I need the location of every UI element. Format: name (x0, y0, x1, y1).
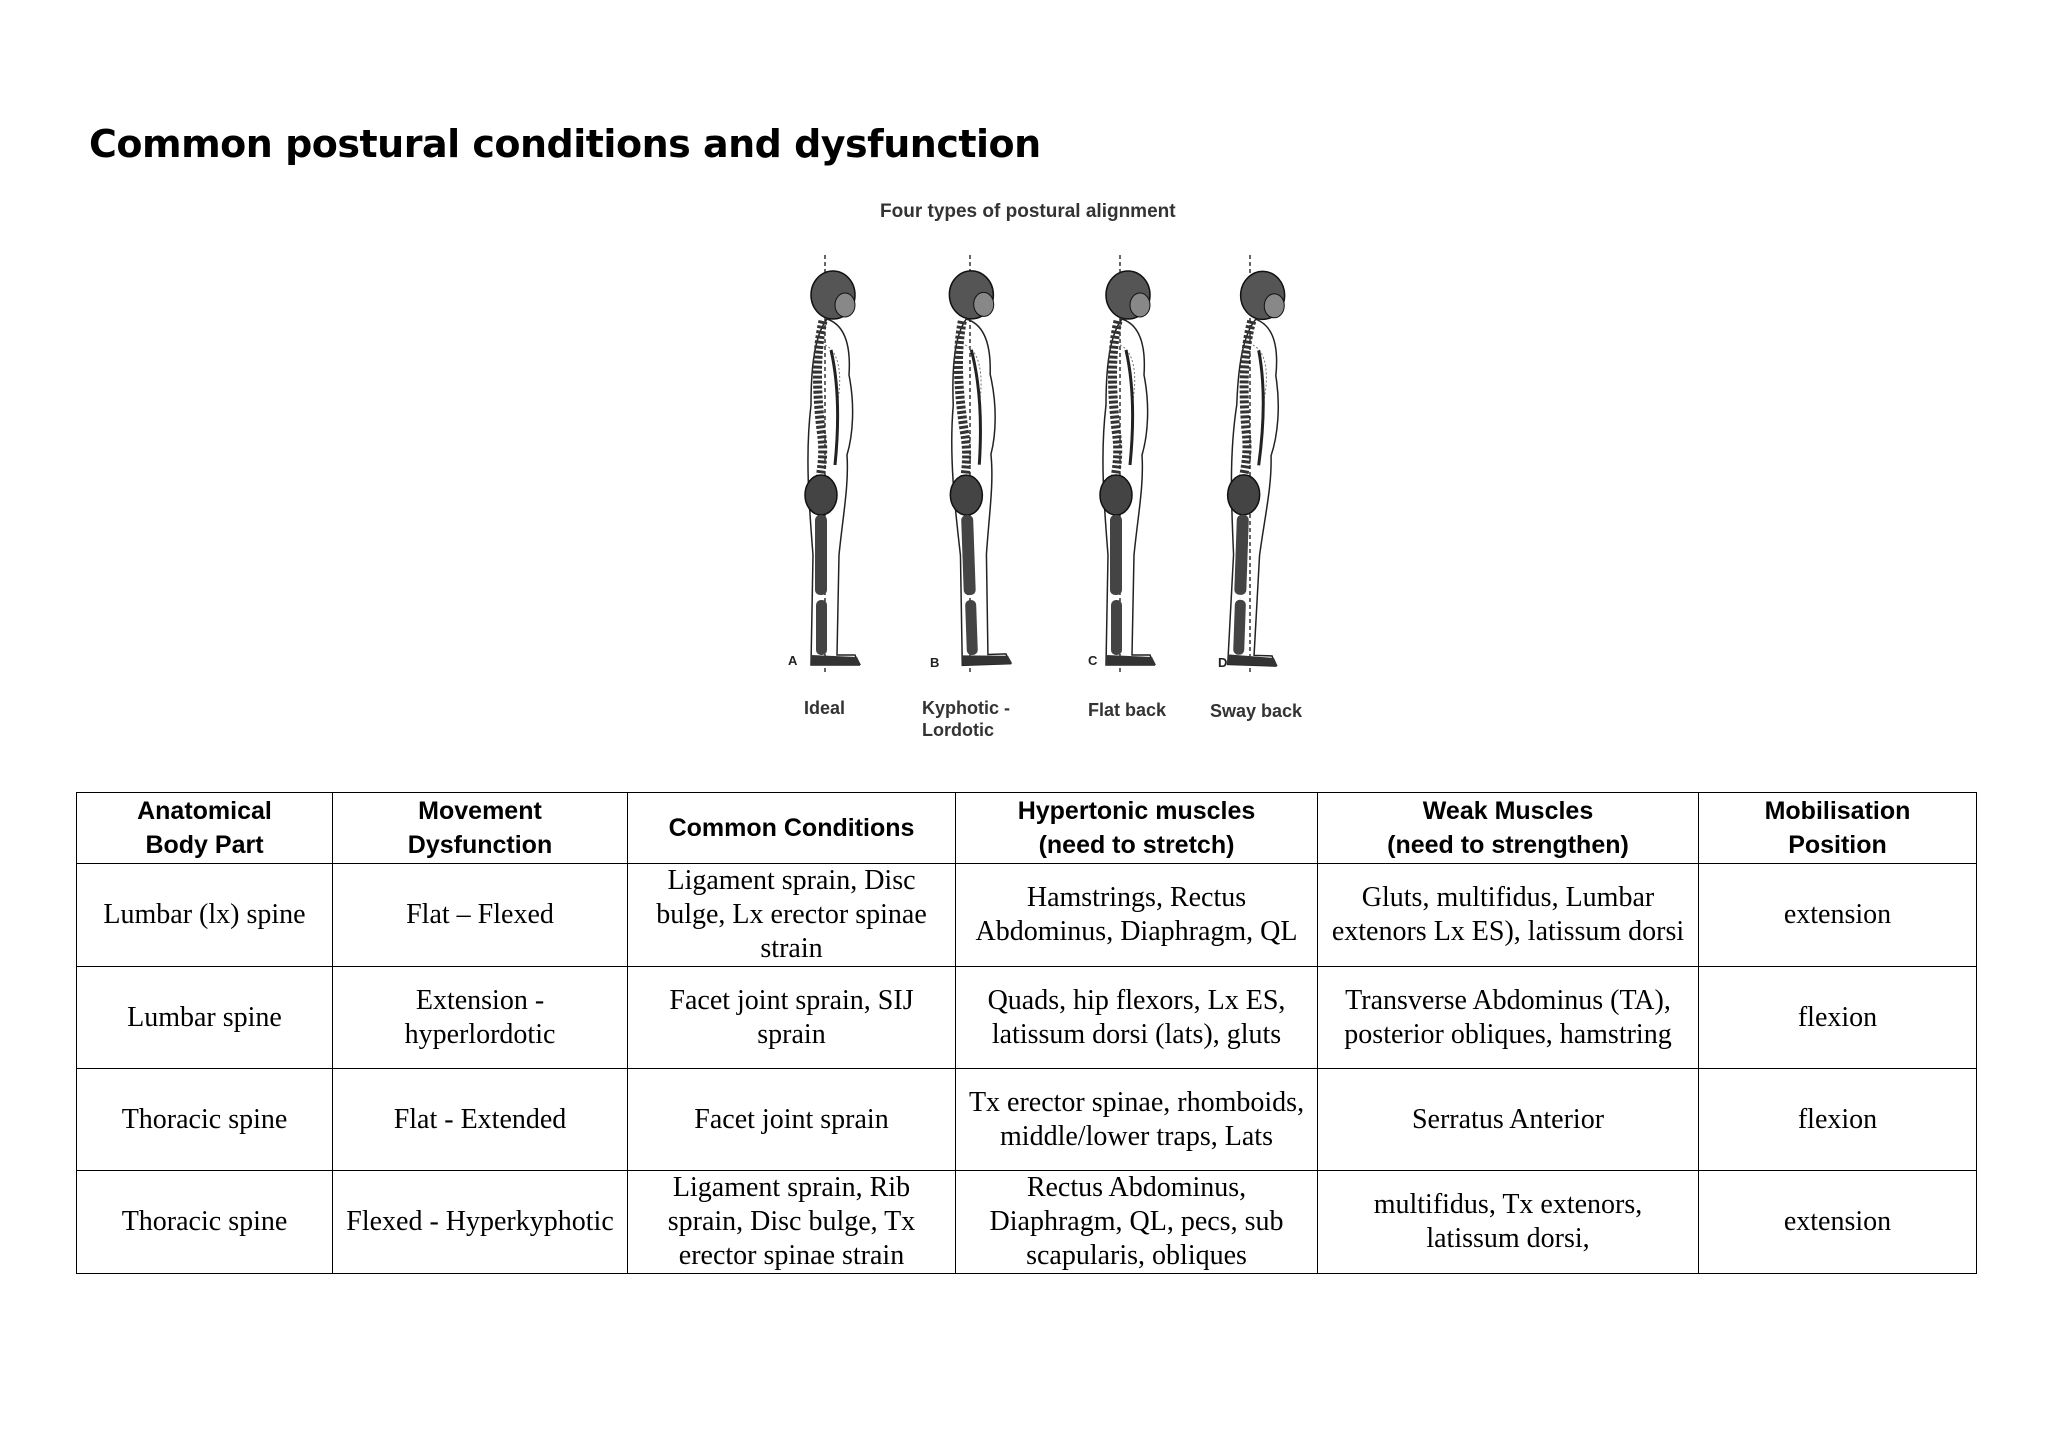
cell-common-conditions: Ligament sprain, Disc bulge, Lx erector spinae strain (628, 864, 956, 967)
cell-hypertonic-muscles: Hamstrings, Rectus Abdominus, Diaphragm, QL (956, 864, 1318, 967)
header-hypertonic-muscles: Hypertonic muscles (need to stretch) (956, 793, 1318, 864)
postural-conditions-table (76, 792, 1977, 1274)
cell-body-part: Thoracic spine (77, 1171, 333, 1274)
cell-movement-dysfunction: Extension - hyperlordotic (333, 967, 628, 1069)
skeleton-ideal (805, 271, 861, 665)
page-title: Common postural conditions and dysfunction (89, 122, 1041, 166)
table-row (77, 1171, 1977, 1274)
header-mobilisation-position: Mobilisation Position (1699, 793, 1977, 864)
cell-mobilisation-position: flexion (1699, 967, 1977, 1069)
postural-alignment-figure (770, 195, 1330, 755)
panel-label-ideal: Ideal (804, 698, 846, 718)
cell-common-conditions: Facet joint sprain (628, 1069, 956, 1171)
table-row (77, 864, 1977, 967)
cell-common-conditions: Facet joint sprain, SIJ sprain (628, 967, 956, 1069)
figure-title: Four types of postural alignment (880, 201, 1176, 222)
panel-letter-c: C (1088, 653, 1098, 668)
header-common-conditions: Common Conditions (628, 793, 956, 864)
cell-mobilisation-position: extension (1699, 864, 1977, 967)
panel-letter-a: A (788, 653, 798, 668)
panel-letter-d: D (1218, 655, 1228, 670)
table-header-row (77, 793, 1977, 864)
skeleton-sway-back (1222, 270, 1292, 666)
cell-hypertonic-muscles: Rectus Abdominus, Diaphragm, QL, pecs, sub scapularis, obliques (956, 1171, 1318, 1274)
panel-letter-b: B (930, 655, 940, 670)
cell-weak-muscles: multifidus, Tx extenors, latissum dorsi, (1318, 1171, 1699, 1274)
skeleton-kyphotic-lordotic (943, 270, 1013, 666)
header-body-part: Anatomical Body Part (77, 793, 333, 864)
cell-weak-muscles: Serratus Anterior (1318, 1069, 1699, 1171)
cell-movement-dysfunction: Flexed - Hyperkyphotic (333, 1171, 628, 1274)
skeleton-illustration (770, 235, 1330, 705)
cell-movement-dysfunction: Flat – Flexed (333, 864, 628, 967)
panel-label-kyphotic-lordotic: Kyphotic - Lordotic (922, 698, 1010, 740)
cell-common-conditions: Ligament sprain, Rib sprain, Disc bulge, Tx erector spinae strain (628, 1171, 956, 1274)
cell-body-part: Lumbar spine (77, 967, 333, 1069)
table-row (77, 967, 1977, 1069)
panel-label-flat-back: Flat back (1088, 700, 1167, 720)
cell-mobilisation-position: flexion (1699, 1069, 1977, 1171)
panel-label-sway-back: Sway back (1210, 701, 1303, 721)
cell-mobilisation-position: extension (1699, 1171, 1977, 1274)
cell-body-part: Thoracic spine (77, 1069, 333, 1171)
header-movement-dysfunction: Movement Dysfunction (333, 793, 628, 864)
table-row (77, 1069, 1977, 1171)
cell-weak-muscles: Gluts, multifidus, Lumbar extenors Lx ES), latissum dorsi (1318, 864, 1699, 967)
cell-movement-dysfunction: Flat - Extended (333, 1069, 628, 1171)
cell-body-part: Lumbar (lx) spine (77, 864, 333, 967)
cell-hypertonic-muscles: Tx erector spinae, rhomboids, middle/lower traps, Lats (956, 1069, 1318, 1171)
cell-hypertonic-muscles: Quads, hip flexors, Lx ES, latissum dorsi (lats), gluts (956, 967, 1318, 1069)
skeleton-flat-back (1100, 271, 1156, 665)
header-weak-muscles: Weak Muscles (need to strengthen) (1318, 793, 1699, 864)
cell-weak-muscles: Transverse Abdominus (TA), posterior obliques, hamstring (1318, 967, 1699, 1069)
